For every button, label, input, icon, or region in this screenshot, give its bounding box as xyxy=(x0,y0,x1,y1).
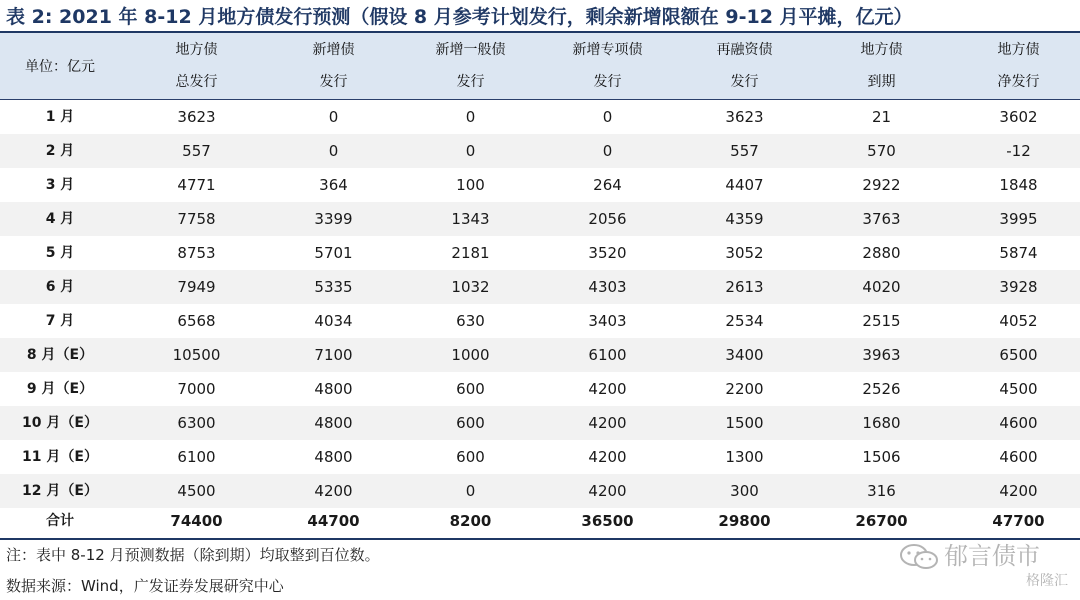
cell-new-general: 1343 xyxy=(451,210,490,228)
row-month: 6 月 xyxy=(45,279,75,295)
cell-new-general: 2181 xyxy=(451,244,490,262)
cell-net-issuance: 4052 xyxy=(999,312,1038,330)
cell-net-issuance: 5874 xyxy=(999,244,1038,262)
cell-new-general: 0 xyxy=(465,108,476,126)
cell-maturity: 1506 xyxy=(862,448,901,466)
cell-total-issuance: 10500 xyxy=(172,346,221,364)
cell-total-issuance: 7949 xyxy=(177,278,216,296)
total-new-general: 8200 xyxy=(449,512,492,530)
unit-header xyxy=(0,33,120,99)
cell-refinancing: 2613 xyxy=(725,278,764,296)
cell-refinancing: 557 xyxy=(730,142,759,160)
watermark-sub: 格隆汇 xyxy=(1026,573,1068,589)
row-month: 12 月（E） xyxy=(22,483,98,499)
cell-net-issuance: 4500 xyxy=(999,380,1038,398)
cell-new-issuance: 5701 xyxy=(314,244,353,262)
cell-new-special: 4200 xyxy=(588,414,627,432)
total-refinancing: 29800 xyxy=(718,512,771,530)
cell-refinancing: 2200 xyxy=(725,380,764,398)
col-header-line1: 地方债 xyxy=(860,42,903,58)
cell-new-issuance: 4034 xyxy=(314,312,353,330)
cell-refinancing: 4359 xyxy=(725,210,764,228)
cell-total-issuance: 6568 xyxy=(177,312,216,330)
cell-new-general: 1000 xyxy=(451,346,490,364)
col-header-line2: 发行 xyxy=(593,74,622,90)
cell-new-special: 4200 xyxy=(588,482,627,500)
col-header-line2: 到期 xyxy=(867,74,896,90)
table-row xyxy=(0,134,1080,168)
cell-new-general: 0 xyxy=(465,482,476,500)
cell-net-issuance: 1848 xyxy=(999,176,1038,194)
cell-total-issuance: 4771 xyxy=(177,176,216,194)
cell-new-general: 630 xyxy=(456,312,485,330)
cell-total-issuance: 6100 xyxy=(177,448,216,466)
wechat-icon xyxy=(898,542,942,572)
table-title: 表 2: 2021 年 8-12 月地方债发行预测（假设 8 月参考计划发行，剩余新增限额在 9-12 月平摊，亿元） xyxy=(6,6,913,28)
row-month: 11 月（E） xyxy=(22,449,98,465)
cell-new-issuance: 7100 xyxy=(314,346,353,364)
col-header-line1: 新增一般债 xyxy=(435,42,506,58)
cell-refinancing: 1500 xyxy=(725,414,764,432)
row-month: 1 月 xyxy=(45,109,75,125)
total-total-issuance: 74400 xyxy=(170,512,223,530)
table-row xyxy=(0,236,1080,270)
row-month: 4 月 xyxy=(45,211,75,227)
col-header-line1: 新增专项债 xyxy=(572,42,643,58)
cell-total-issuance: 3623 xyxy=(177,108,216,126)
total-label: 合计 xyxy=(46,513,74,529)
cell-new-general: 1032 xyxy=(451,278,490,296)
cell-refinancing: 4407 xyxy=(725,176,764,194)
watermark-main: 郁言债市 xyxy=(944,542,1040,570)
col-header-line2: 发行 xyxy=(319,74,348,90)
cell-new-general: 0 xyxy=(465,142,476,160)
table-row xyxy=(0,440,1080,474)
cell-new-issuance: 5335 xyxy=(314,278,353,296)
cell-maturity: 316 xyxy=(867,482,896,500)
cell-total-issuance: 6300 xyxy=(177,414,216,432)
cell-total-issuance: 7000 xyxy=(177,380,216,398)
cell-new-special: 2056 xyxy=(588,210,627,228)
cell-maturity: 2515 xyxy=(862,312,901,330)
cell-refinancing: 1300 xyxy=(725,448,764,466)
col-header-line1: 新增债 xyxy=(312,42,355,58)
cell-new-issuance: 364 xyxy=(319,176,348,194)
data-source: 数据来源：Wind，广发证券发展研究中心 xyxy=(6,577,284,595)
cell-maturity: 21 xyxy=(871,108,892,126)
cell-maturity: 1680 xyxy=(862,414,901,432)
total-row xyxy=(0,504,1080,538)
row-month: 8 月（E） xyxy=(26,347,94,363)
cell-new-special: 0 xyxy=(602,142,613,160)
cell-new-special: 4303 xyxy=(588,278,627,296)
cell-total-issuance: 557 xyxy=(182,142,211,160)
cell-maturity: 3763 xyxy=(862,210,901,228)
row-month: 2 月 xyxy=(45,143,75,159)
cell-maturity: 3963 xyxy=(862,346,901,364)
col-header-new-issuance xyxy=(265,33,402,99)
total-new-special: 36500 xyxy=(581,512,634,530)
cell-net-issuance: 4600 xyxy=(999,414,1038,432)
cell-maturity: 4020 xyxy=(862,278,901,296)
table-row xyxy=(0,270,1080,304)
cell-new-special: 4200 xyxy=(588,448,627,466)
row-month: 9 月（E） xyxy=(26,381,94,397)
total-net-issuance: 47700 xyxy=(992,512,1045,530)
col-header-line2: 净发行 xyxy=(997,74,1040,90)
col-header-line1: 再融资债 xyxy=(716,42,773,58)
cell-new-issuance: 4200 xyxy=(314,482,353,500)
cell-new-issuance: 0 xyxy=(328,142,339,160)
unit-label: 单位：亿元 xyxy=(25,59,95,75)
row-month: 10 月（E） xyxy=(22,415,98,431)
cell-new-special: 4200 xyxy=(588,380,627,398)
cell-net-issuance: 4600 xyxy=(999,448,1038,466)
cell-refinancing: 3623 xyxy=(725,108,764,126)
table-row xyxy=(0,304,1080,338)
cell-total-issuance: 8753 xyxy=(177,244,216,262)
table-note: 注：表中 8-12 月预测数据（除到期）均取整到百位数。 xyxy=(6,546,380,564)
cell-refinancing: 300 xyxy=(730,482,759,500)
cell-refinancing: 2534 xyxy=(725,312,764,330)
cell-new-issuance: 4800 xyxy=(314,448,353,466)
cell-new-special: 6100 xyxy=(588,346,627,364)
cell-net-issuance: -12 xyxy=(1006,142,1031,160)
table-row xyxy=(0,338,1080,372)
cell-refinancing: 3052 xyxy=(725,244,764,262)
cell-net-issuance: 3995 xyxy=(999,210,1038,228)
table-row xyxy=(0,474,1080,508)
cell-net-issuance: 3602 xyxy=(999,108,1038,126)
col-header-line2: 总发行 xyxy=(175,74,218,90)
col-header-maturity xyxy=(813,33,950,99)
cell-maturity: 570 xyxy=(867,142,896,160)
col-header-refinancing xyxy=(676,33,813,99)
cell-new-general: 100 xyxy=(456,176,485,194)
cell-new-special: 264 xyxy=(593,176,622,194)
cell-new-issuance: 3399 xyxy=(314,210,353,228)
col-header-new-general xyxy=(402,33,539,99)
table-row xyxy=(0,406,1080,440)
cell-new-general: 600 xyxy=(456,380,485,398)
cell-maturity: 2526 xyxy=(862,380,901,398)
cell-total-issuance: 7758 xyxy=(177,210,216,228)
col-header-total-issuance xyxy=(128,33,265,99)
row-month: 3 月 xyxy=(45,177,75,193)
col-header-line1: 地方债 xyxy=(175,42,218,58)
cell-new-issuance: 0 xyxy=(328,108,339,126)
cell-new-general: 600 xyxy=(456,414,485,432)
row-month: 7 月 xyxy=(45,313,75,329)
col-header-line1: 地方债 xyxy=(997,42,1040,58)
cell-refinancing: 3400 xyxy=(725,346,764,364)
table-row xyxy=(0,372,1080,406)
cell-new-general: 600 xyxy=(456,448,485,466)
cell-new-special: 3403 xyxy=(588,312,627,330)
watermark xyxy=(898,540,1068,592)
cell-net-issuance: 3928 xyxy=(999,278,1038,296)
cell-new-issuance: 4800 xyxy=(314,380,353,398)
col-header-net-issuance xyxy=(950,33,1080,99)
table-row xyxy=(0,100,1080,134)
col-header-new-special xyxy=(539,33,676,99)
total-maturity: 26700 xyxy=(855,512,908,530)
row-month: 5 月 xyxy=(45,245,75,261)
col-header-line2: 发行 xyxy=(456,74,485,90)
col-header-line2: 发行 xyxy=(730,74,759,90)
table-row xyxy=(0,202,1080,236)
cell-maturity: 2880 xyxy=(862,244,901,262)
cell-new-special: 0 xyxy=(602,108,613,126)
total-new-issuance: 44700 xyxy=(307,512,360,530)
cell-net-issuance: 6500 xyxy=(999,346,1038,364)
table-row xyxy=(0,168,1080,202)
cell-new-issuance: 4800 xyxy=(314,414,353,432)
table-header xyxy=(0,33,1080,100)
cell-new-special: 3520 xyxy=(588,244,627,262)
cell-maturity: 2922 xyxy=(862,176,901,194)
cell-net-issuance: 4200 xyxy=(999,482,1038,500)
cell-total-issuance: 4500 xyxy=(177,482,216,500)
